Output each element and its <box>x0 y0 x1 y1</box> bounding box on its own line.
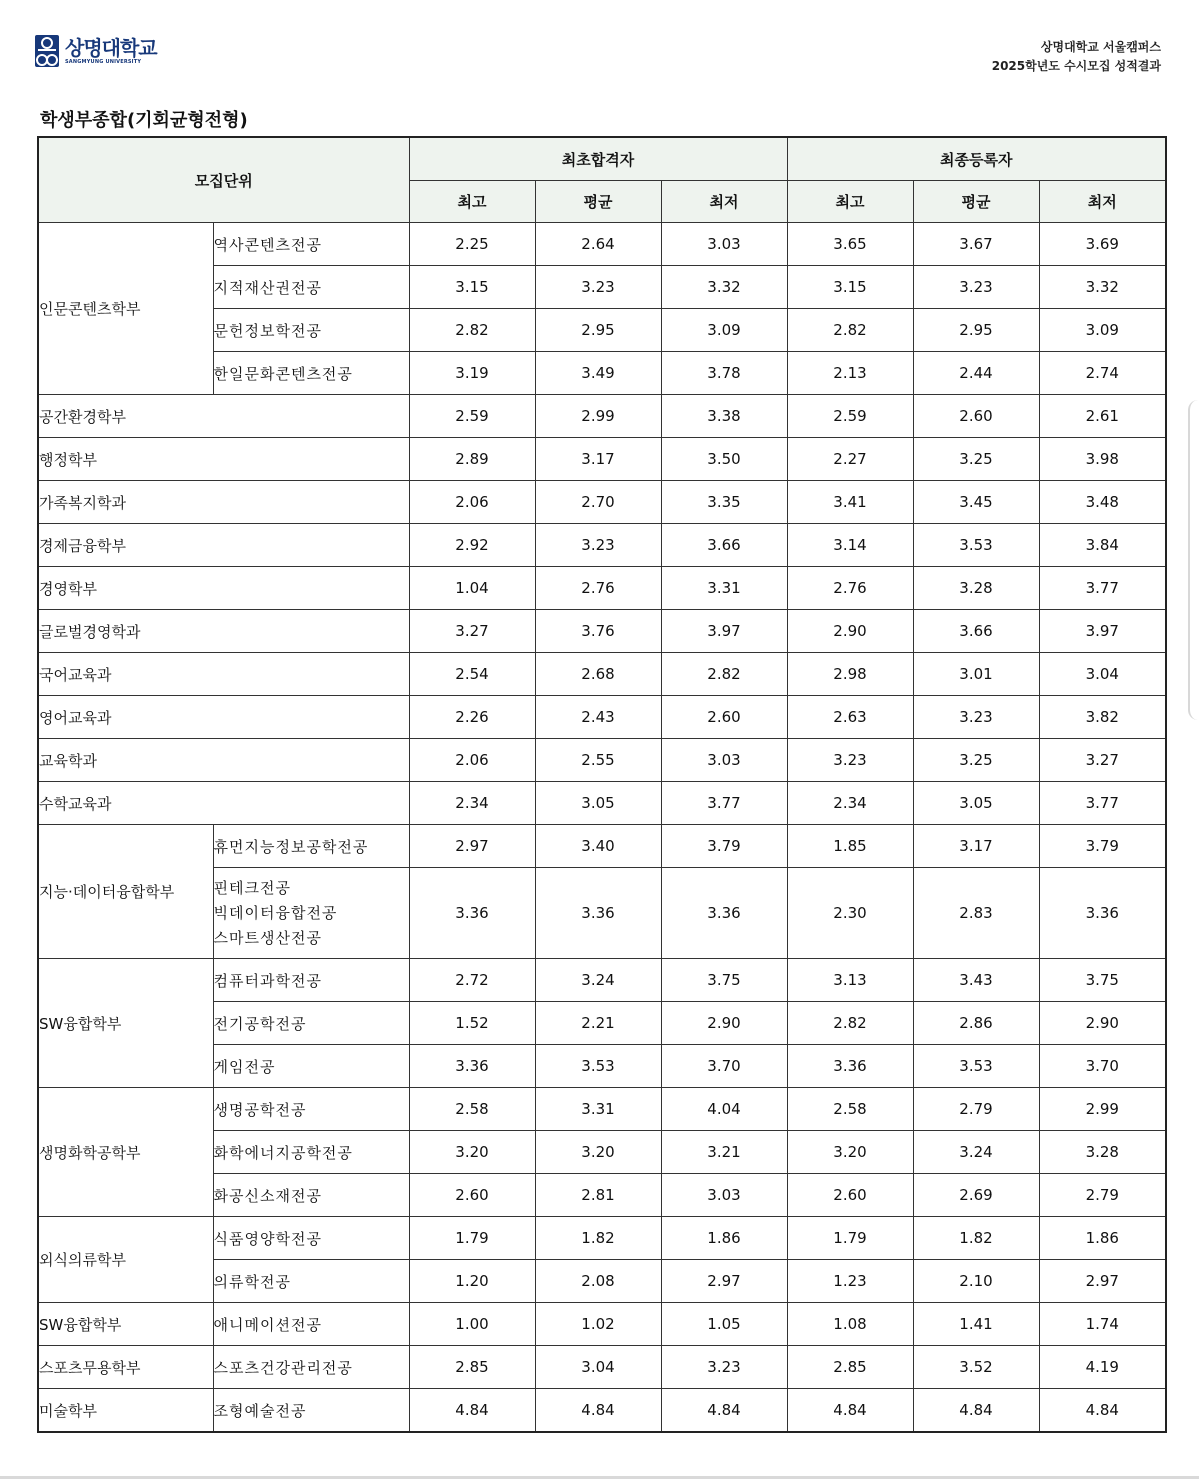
score-cell: 3.49 <box>535 352 661 395</box>
score-cell: 2.60 <box>661 696 787 739</box>
score-cell: 3.31 <box>535 1088 661 1131</box>
score-cell: 4.84 <box>409 1389 535 1433</box>
campus-name: 상명대학교 서울캠퍼스 <box>1040 40 1161 54</box>
score-cell: 3.03 <box>661 739 787 782</box>
score-cell: 2.74 <box>1039 352 1166 395</box>
score-cell: 3.20 <box>535 1131 661 1174</box>
score-cell: 3.31 <box>661 567 787 610</box>
score-cell: 2.97 <box>409 825 535 868</box>
score-cell: 3.82 <box>1039 696 1166 739</box>
department-cell: 외식의류학부 <box>38 1217 213 1303</box>
score-cell: 1.20 <box>409 1260 535 1303</box>
score-cell: 3.97 <box>661 610 787 653</box>
score-cell: 3.77 <box>661 782 787 825</box>
sub-header: 평균 <box>535 181 661 223</box>
score-cell: 3.25 <box>913 739 1039 782</box>
score-cell: 2.60 <box>913 395 1039 438</box>
score-cell: 3.36 <box>535 868 661 959</box>
department-cell: 지능·데이터융합학부 <box>38 825 213 959</box>
score-cell: 3.97 <box>1039 610 1166 653</box>
score-cell: 3.01 <box>913 653 1039 696</box>
score-cell: 2.72 <box>409 959 535 1002</box>
score-cell: 3.23 <box>787 739 913 782</box>
department-cell: 인문콘텐츠학부 <box>38 223 213 395</box>
major-cell: 화공신소재전공 <box>213 1174 409 1217</box>
score-cell: 3.19 <box>409 352 535 395</box>
score-cell: 4.84 <box>661 1389 787 1433</box>
major-cell: 게임전공 <box>213 1045 409 1088</box>
score-cell: 3.14 <box>787 524 913 567</box>
score-cell: 2.97 <box>1039 1260 1166 1303</box>
sub-header: 최고 <box>787 181 913 223</box>
score-cell: 2.10 <box>913 1260 1039 1303</box>
score-cell: 1.79 <box>409 1217 535 1260</box>
department-cell: 스포츠무용학부 <box>38 1346 213 1389</box>
major-line: 스마트생산전공 <box>213 928 322 947</box>
score-cell: 2.44 <box>913 352 1039 395</box>
score-cell: 3.41 <box>787 481 913 524</box>
score-cell: 2.76 <box>535 567 661 610</box>
score-cell: 1.74 <box>1039 1303 1166 1346</box>
score-cell: 1.82 <box>913 1217 1039 1260</box>
table-row <box>38 438 1166 481</box>
score-cell: 2.82 <box>661 653 787 696</box>
score-cell: 3.23 <box>913 266 1039 309</box>
department-cell: SW융합학부 <box>38 1303 213 1346</box>
sub-header: 최저 <box>661 181 787 223</box>
score-cell: 3.84 <box>1039 524 1166 567</box>
major-cell: 애니메이션전공 <box>213 1303 409 1346</box>
section-title: 학생부종합(기회균형전형) <box>40 110 248 131</box>
score-cell: 3.36 <box>787 1045 913 1088</box>
department-cell: 수학교육과 <box>38 782 409 825</box>
score-cell: 2.79 <box>1039 1174 1166 1217</box>
score-cell: 4.84 <box>535 1389 661 1433</box>
score-cell: 1.41 <box>913 1303 1039 1346</box>
score-cell: 2.34 <box>409 782 535 825</box>
logo-english-text: SANGMYUNG UNIVERSITY <box>65 59 142 65</box>
score-cell: 3.66 <box>913 610 1039 653</box>
score-cell: 3.27 <box>1039 739 1166 782</box>
major-cell: 스포츠건강관리전공 <box>213 1346 409 1389</box>
score-cell: 2.79 <box>913 1088 1039 1131</box>
table-row <box>38 1217 1166 1260</box>
score-cell: 2.95 <box>913 309 1039 352</box>
initial-admit-header: 최초합격자 <box>409 137 787 181</box>
score-cell: 2.27 <box>787 438 913 481</box>
table-row <box>38 739 1166 782</box>
score-cell: 3.23 <box>535 524 661 567</box>
table-row <box>38 782 1166 825</box>
score-cell: 1.86 <box>1039 1217 1166 1260</box>
score-cell: 1.02 <box>535 1303 661 1346</box>
score-cell: 3.70 <box>661 1045 787 1088</box>
score-cell: 3.13 <box>787 959 913 1002</box>
score-cell: 2.98 <box>787 653 913 696</box>
table-row <box>38 524 1166 567</box>
score-cell: 3.23 <box>535 266 661 309</box>
score-cell: 2.21 <box>535 1002 661 1045</box>
score-cell: 2.70 <box>535 481 661 524</box>
table-row <box>38 1303 1166 1346</box>
major-cell: 생명공학전공 <box>213 1088 409 1131</box>
score-cell: 4.84 <box>913 1389 1039 1433</box>
score-cell: 3.53 <box>535 1045 661 1088</box>
score-cell: 3.17 <box>913 825 1039 868</box>
score-cell: 1.05 <box>661 1303 787 1346</box>
table-row <box>38 959 1166 1002</box>
score-cell: 2.06 <box>409 739 535 782</box>
score-cell: 3.45 <box>913 481 1039 524</box>
score-cell: 3.03 <box>661 1174 787 1217</box>
score-cell: 2.95 <box>535 309 661 352</box>
score-cell: 2.13 <box>787 352 913 395</box>
score-cell: 1.79 <box>787 1217 913 1260</box>
score-cell: 3.75 <box>1039 959 1166 1002</box>
major-cell: 의류학전공 <box>213 1260 409 1303</box>
score-cell: 3.15 <box>787 266 913 309</box>
score-cell: 3.20 <box>409 1131 535 1174</box>
score-cell: 3.32 <box>1039 266 1166 309</box>
score-cell: 3.38 <box>661 395 787 438</box>
score-cell: 1.82 <box>535 1217 661 1260</box>
score-cell: 4.19 <box>1039 1346 1166 1389</box>
score-cell: 3.79 <box>661 825 787 868</box>
major-cell: 전기공학전공 <box>213 1002 409 1045</box>
score-cell: 3.75 <box>661 959 787 1002</box>
score-cell: 3.76 <box>535 610 661 653</box>
score-cell: 2.89 <box>409 438 535 481</box>
score-cell: 3.17 <box>535 438 661 481</box>
score-cell: 3.28 <box>1039 1131 1166 1174</box>
university-emblem-icon <box>35 35 59 67</box>
university-logo <box>35 34 157 68</box>
score-cell: 3.05 <box>535 782 661 825</box>
score-cell: 2.85 <box>409 1346 535 1389</box>
table-row <box>38 1346 1166 1389</box>
table-row <box>38 223 1166 266</box>
score-cell: 2.06 <box>409 481 535 524</box>
score-cell: 3.32 <box>661 266 787 309</box>
major-cell: 문헌정보학전공 <box>213 309 409 352</box>
table-row <box>38 653 1166 696</box>
score-cell: 2.82 <box>787 1002 913 1045</box>
score-cell: 2.59 <box>787 395 913 438</box>
score-cell: 1.86 <box>661 1217 787 1260</box>
major-cell: 화학에너지공학전공 <box>213 1131 409 1174</box>
score-cell: 1.85 <box>787 825 913 868</box>
major-cell: 역사콘텐츠전공 <box>213 223 409 266</box>
major-cell: 한일문화콘텐츠전공 <box>213 352 409 395</box>
score-cell: 3.48 <box>1039 481 1166 524</box>
score-cell: 2.30 <box>787 868 913 959</box>
score-cell: 3.28 <box>913 567 1039 610</box>
score-cell: 2.08 <box>535 1260 661 1303</box>
score-cell: 2.97 <box>661 1260 787 1303</box>
score-cell: 3.35 <box>661 481 787 524</box>
score-cell: 4.84 <box>1039 1389 1166 1433</box>
score-cell: 2.81 <box>535 1174 661 1217</box>
score-cell: 3.50 <box>661 438 787 481</box>
score-cell: 3.04 <box>1039 653 1166 696</box>
score-cell: 3.15 <box>409 266 535 309</box>
sub-header: 평균 <box>913 181 1039 223</box>
score-cell: 3.36 <box>409 1045 535 1088</box>
score-cell: 3.09 <box>661 309 787 352</box>
major-line: 핀테크전공 <box>213 878 291 897</box>
score-cell: 3.21 <box>661 1131 787 1174</box>
score-cell: 3.79 <box>1039 825 1166 868</box>
score-cell: 3.77 <box>1039 567 1166 610</box>
score-cell: 3.23 <box>661 1346 787 1389</box>
department-cell: 국어교육과 <box>38 653 409 696</box>
table-row <box>38 395 1166 438</box>
score-cell: 2.58 <box>409 1088 535 1131</box>
score-cell: 3.98 <box>1039 438 1166 481</box>
table-row <box>38 1389 1166 1433</box>
score-cell: 3.53 <box>913 524 1039 567</box>
score-cell: 3.27 <box>409 610 535 653</box>
score-cell: 3.40 <box>535 825 661 868</box>
score-cell: 2.85 <box>787 1346 913 1389</box>
department-cell: 교육학과 <box>38 739 409 782</box>
score-cell: 1.08 <box>787 1303 913 1346</box>
score-cell: 3.69 <box>1039 223 1166 266</box>
scrollbar-edge[interactable] <box>1188 400 1199 720</box>
score-cell: 2.99 <box>535 395 661 438</box>
major-cell: 식품영양학전공 <box>213 1217 409 1260</box>
report-title: 2025학년도 수시모집 성적결과 <box>991 59 1161 73</box>
score-cell: 3.36 <box>1039 868 1166 959</box>
score-cell: 2.86 <box>913 1002 1039 1045</box>
score-cell: 2.25 <box>409 223 535 266</box>
document-header <box>992 38 1161 76</box>
score-cell: 3.05 <box>913 782 1039 825</box>
score-cell: 1.52 <box>409 1002 535 1045</box>
score-cell: 2.43 <box>535 696 661 739</box>
score-cell: 3.24 <box>913 1131 1039 1174</box>
table-row <box>38 696 1166 739</box>
table-row <box>38 481 1166 524</box>
score-cell: 3.20 <box>787 1131 913 1174</box>
department-cell: 경영학부 <box>38 567 409 610</box>
department-cell: 공간환경학부 <box>38 395 409 438</box>
score-cell: 2.76 <box>787 567 913 610</box>
table-row <box>38 567 1166 610</box>
table-row <box>38 610 1166 653</box>
score-cell: 3.36 <box>409 868 535 959</box>
score-cell: 3.78 <box>661 352 787 395</box>
score-cell: 3.23 <box>913 696 1039 739</box>
major-cell: 컴퓨터과학전공 <box>213 959 409 1002</box>
score-cell: 2.58 <box>787 1088 913 1131</box>
score-cell: 3.04 <box>535 1346 661 1389</box>
score-cell: 3.36 <box>661 868 787 959</box>
score-cell: 1.23 <box>787 1260 913 1303</box>
score-cell: 1.04 <box>409 567 535 610</box>
score-cell: 2.63 <box>787 696 913 739</box>
score-cell: 3.43 <box>913 959 1039 1002</box>
table-row <box>38 825 1166 868</box>
score-cell: 2.69 <box>913 1174 1039 1217</box>
score-cell: 3.09 <box>1039 309 1166 352</box>
score-cell: 3.66 <box>661 524 787 567</box>
score-cell: 2.83 <box>913 868 1039 959</box>
score-cell: 3.77 <box>1039 782 1166 825</box>
score-cell: 3.67 <box>913 223 1039 266</box>
major-cell: 휴먼지능정보공학전공 <box>213 825 409 868</box>
final-registrant-header: 최종등록자 <box>787 137 1166 181</box>
sub-header: 최저 <box>1039 181 1166 223</box>
score-cell: 2.90 <box>1039 1002 1166 1045</box>
score-cell: 4.84 <box>787 1389 913 1433</box>
score-cell: 3.52 <box>913 1346 1039 1389</box>
score-cell: 2.90 <box>661 1002 787 1045</box>
score-table <box>37 136 1167 1433</box>
score-cell: 2.26 <box>409 696 535 739</box>
score-cell: 3.65 <box>787 223 913 266</box>
major-line: 빅데이터융합전공 <box>213 903 338 922</box>
department-cell: 행정학부 <box>38 438 409 481</box>
department-cell: 영어교육과 <box>38 696 409 739</box>
score-cell: 2.60 <box>787 1174 913 1217</box>
score-cell: 3.25 <box>913 438 1039 481</box>
major-cell <box>213 868 409 959</box>
score-cell: 2.99 <box>1039 1088 1166 1131</box>
score-cell: 2.34 <box>787 782 913 825</box>
logo-korean-text: 상명대학교 <box>65 36 157 60</box>
score-cell: 2.68 <box>535 653 661 696</box>
department-cell: 미술학부 <box>38 1389 213 1433</box>
score-cell: 2.82 <box>787 309 913 352</box>
major-cell: 조형예술전공 <box>213 1389 409 1433</box>
score-cell: 2.61 <box>1039 395 1166 438</box>
score-cell: 2.60 <box>409 1174 535 1217</box>
score-cell: 3.24 <box>535 959 661 1002</box>
major-cell: 지적재산권전공 <box>213 266 409 309</box>
score-cell: 1.00 <box>409 1303 535 1346</box>
table-row <box>38 1088 1166 1131</box>
sub-header: 최고 <box>409 181 535 223</box>
score-cell: 2.92 <box>409 524 535 567</box>
score-cell: 2.90 <box>787 610 913 653</box>
score-cell: 3.03 <box>661 223 787 266</box>
score-cell: 2.59 <box>409 395 535 438</box>
score-cell: 2.64 <box>535 223 661 266</box>
score-cell: 3.53 <box>913 1045 1039 1088</box>
score-cell: 2.82 <box>409 309 535 352</box>
score-cell: 2.54 <box>409 653 535 696</box>
department-cell: 글로벌경영학과 <box>38 610 409 653</box>
department-cell: 생명화학공학부 <box>38 1088 213 1217</box>
department-cell: 가족복지학과 <box>38 481 409 524</box>
score-cell: 3.70 <box>1039 1045 1166 1088</box>
department-cell: 경제금융학부 <box>38 524 409 567</box>
score-cell: 2.55 <box>535 739 661 782</box>
department-cell: SW융합학부 <box>38 959 213 1088</box>
score-cell: 4.04 <box>661 1088 787 1131</box>
unit-header: 모집단위 <box>38 137 409 223</box>
